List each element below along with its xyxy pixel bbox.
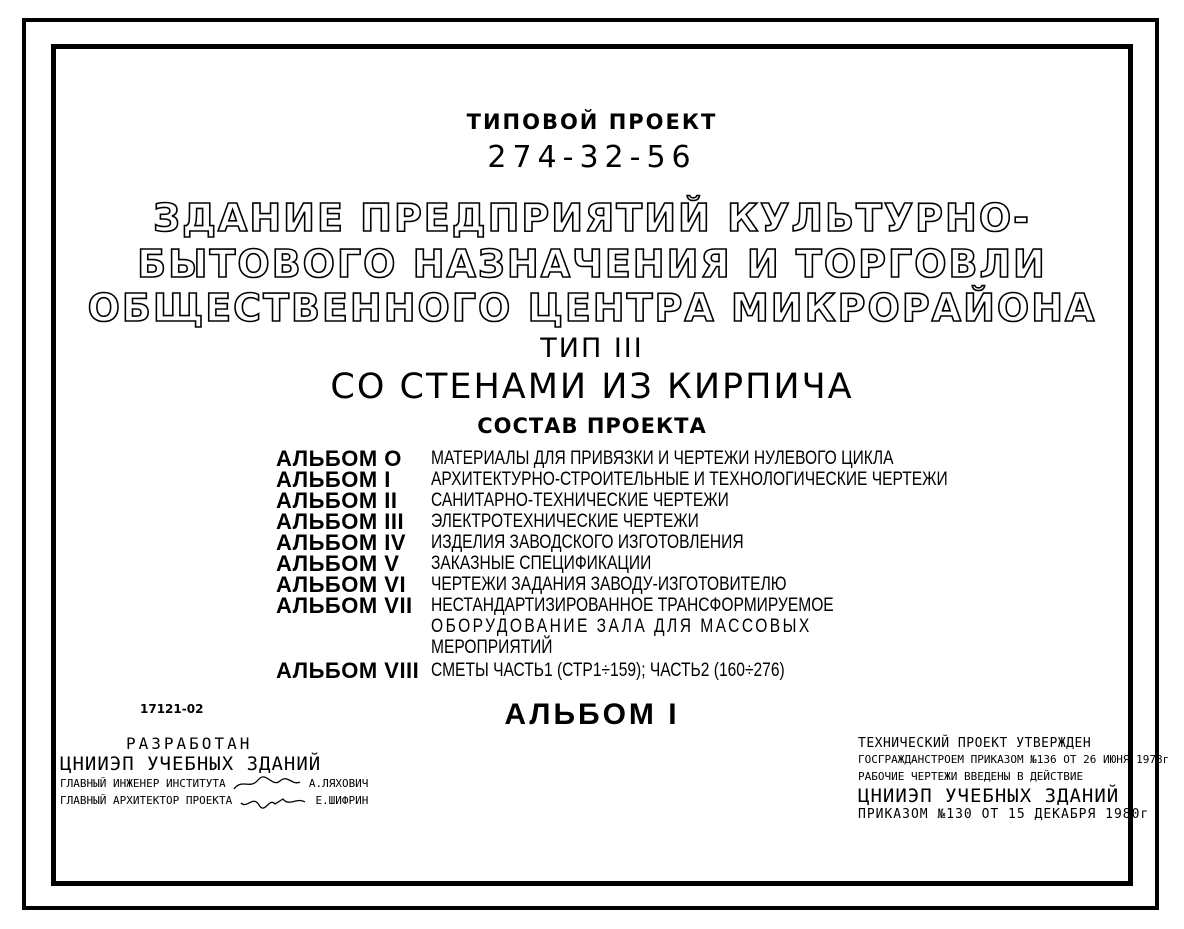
- album-row-5: [276, 553, 976, 574]
- developer-heading: РАЗРАБОТАН: [126, 734, 253, 753]
- composition-heading: СОСТАВ ПРОЕКТА: [477, 414, 707, 438]
- chief-architect-line: [60, 792, 368, 809]
- album-description: ЗАКАЗНЫЕ СПЕЦИФИКАЦИИ: [431, 553, 652, 574]
- title-line-1: ЗДАНИЕ ПРЕДПРИЯТИЙ КУЛЬТУРНО-: [153, 196, 1031, 240]
- album-label: АЛЬБОМ VIII: [276, 658, 420, 683]
- album-label: АЛЬБОМ III: [276, 509, 405, 534]
- album-row-2: [276, 490, 976, 511]
- album-row-0: [276, 448, 976, 469]
- title-line-2: БЫТОВОГО НАЗНАЧЕНИЯ И ТОРГОВЛИ: [137, 242, 1047, 286]
- approval-line-1: ТЕХНИЧЕСКИЙ ПРОЕКТ УТВЕРЖДЕН: [858, 736, 1092, 751]
- developer-block: [60, 734, 368, 809]
- title-line-3: ОБЩЕСТВЕННОГО ЦЕНТРА МИКРОРАЙОНА: [87, 286, 1097, 330]
- album-label: АЛЬБОМ VII: [276, 593, 413, 618]
- approval-line-2: ГОСГРАЖДАНСТРОЕМ ПРИКАЗОМ №136 ОТ 26 ИЮНЯ 1978г: [858, 753, 1170, 766]
- album-row-3: [276, 511, 976, 532]
- current-album: АЛЬБОМ I: [504, 698, 680, 731]
- album-description: ЭЛЕКТРОТЕХНИЧЕСКИЕ ЧЕРТЕЖИ: [431, 511, 699, 532]
- album-description: САНИТАРНО-ТЕХНИЧЕСКИЕ ЧЕРТЕЖИ: [431, 490, 729, 511]
- project-code: 274-32-56: [487, 140, 697, 175]
- album-row-8: [276, 660, 976, 681]
- approval-line-4: ЦНИИЭП УЧЕБНЫХ ЗДАНИЙ: [858, 785, 1120, 807]
- album-row-4: [276, 532, 976, 553]
- chief-engineer-name: А.ЛЯХОВИЧ: [308, 777, 369, 790]
- album-label: АЛЬБОМ I: [276, 467, 391, 492]
- album-row-7: [276, 595, 976, 658]
- developer-org: ЦНИИЭП УЧЕБНЫХ ЗДАНИЙ: [60, 753, 322, 775]
- building-type: ТИП III: [540, 333, 644, 364]
- album-description: [431, 595, 834, 658]
- approval-line-5: ПРИКАЗОМ №130 ОТ 15 ДЕКАБРЯ 1980г: [858, 807, 1150, 822]
- album-label: АЛЬБОМ V: [276, 551, 400, 576]
- album-label: АЛЬБОМ O: [276, 446, 402, 471]
- album-list: [276, 448, 976, 681]
- album-description: ИЗДЕЛИЯ ЗАВОДСКОГО ИЗГОТОВЛЕНИЯ: [431, 532, 744, 553]
- chief-architect-name: Е.ШИФРИН: [315, 794, 369, 807]
- approval-line-3: РАБОЧИЕ ЧЕРТЕЖИ ВВЕДЕНЫ В ДЕЙСТВИЕ: [858, 770, 1084, 783]
- project-label: ТИПОВОЙ ПРОЕКТ: [466, 110, 718, 134]
- album-description: МАТЕРИАЛЫ ДЛЯ ПРИВЯЗКИ И ЧЕРТЕЖИ НУЛЕВОГО ЦИКЛА: [431, 448, 894, 469]
- signature-icon: [232, 776, 302, 792]
- album-label: АЛЬБОМ VI: [276, 572, 407, 597]
- album-description-line-1: НЕСТАНДАРТИЗИРОВАННОЕ ТРАНСФОРМИРУЕМОЕ: [431, 595, 834, 616]
- album-label: АЛЬБОМ IV: [276, 530, 407, 555]
- signature-icon: [239, 793, 309, 809]
- album-description: СМЕТЫ ЧАСТЬ1 (СТР1÷159); ЧАСТЬ2 (160÷276): [431, 660, 785, 681]
- chief-engineer-role: ГЛАВНЫЙ ИНЖЕНЕР ИНСТИТУТА: [60, 777, 226, 790]
- chief-architect-role: ГЛАВНЫЙ АРХИТЕКТОР ПРОЕКТА: [60, 794, 233, 807]
- album-label: АЛЬБОМ II: [276, 488, 398, 513]
- album-description-line-3: МЕРОПРИЯТИЙ: [431, 637, 553, 658]
- document-number: 17121-02: [140, 702, 204, 716]
- walls-material: СО СТЕНАМИ ИЗ КИРПИЧА: [330, 367, 854, 407]
- approval-block: [858, 736, 1169, 822]
- album-description: ЧЕРТЕЖИ ЗАДАНИЯ ЗАВОДУ-ИЗГОТОВИТЕЛЮ: [431, 574, 787, 595]
- album-row-1: [276, 469, 976, 490]
- album-description: АРХИТЕКТУРНО-СТРОИТЕЛЬНЫЕ И ТЕХНОЛОГИЧЕСКИЕ ЧЕРТЕЖИ: [431, 469, 948, 490]
- chief-engineer-line: [60, 775, 368, 792]
- album-row-6: [276, 574, 976, 595]
- album-description-line-2: ОБОРУДОВАНИЕ ЗАЛА ДЛЯ МАССОВЫХ: [431, 616, 812, 637]
